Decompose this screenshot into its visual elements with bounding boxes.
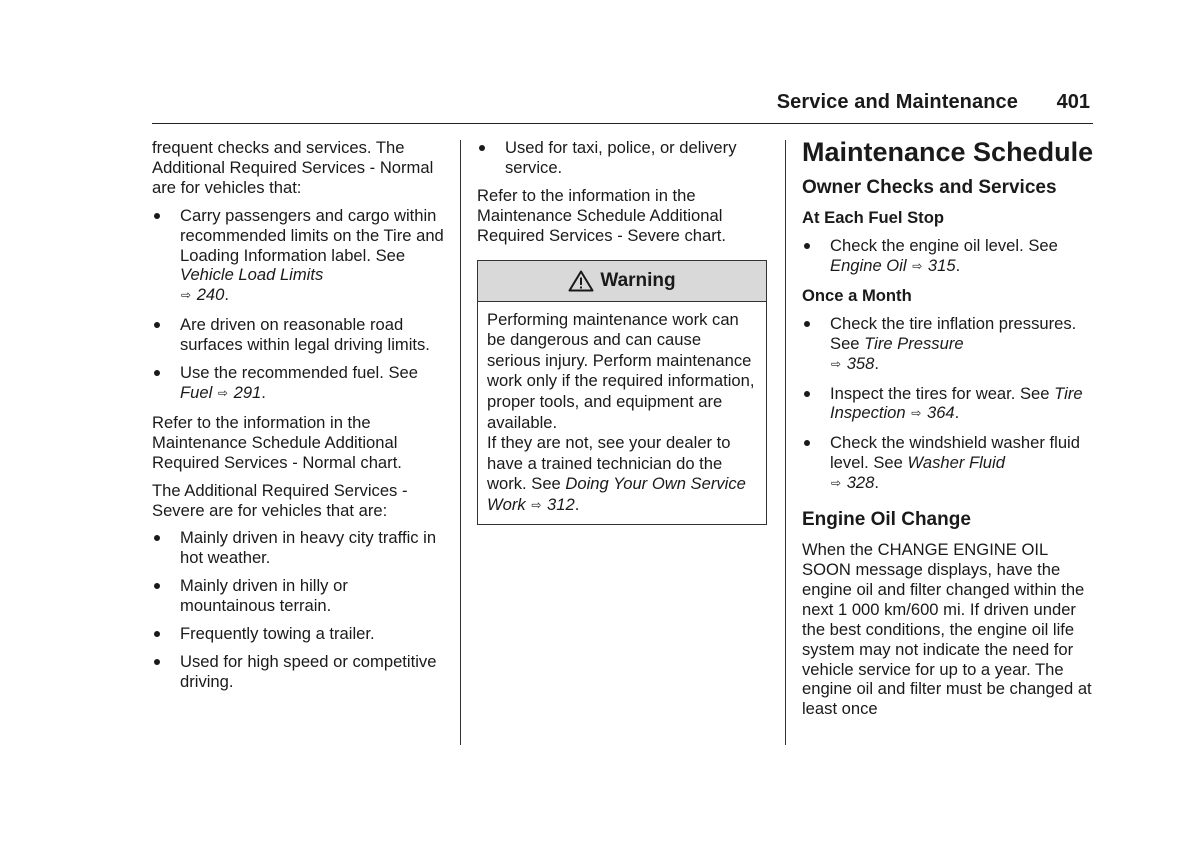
list-item: Check the tire inflation pressures. See Tire Pressure ⇨ 358.	[802, 314, 1094, 376]
ref-page: 315	[927, 255, 956, 275]
paragraph: frequent checks and services. The Additional Required Services - Normal are for vehicles that:	[152, 138, 434, 197]
warning-box	[477, 260, 767, 526]
list-item: Check the windshield washer fluid level. See Washer Fluid ⇨ 328.	[802, 433, 1094, 495]
column-divider	[785, 140, 786, 745]
page-header	[152, 88, 1092, 122]
ref-page: 364	[926, 403, 955, 423]
ref-page: 312	[547, 494, 575, 514]
subsection-heading: At Each Fuel Stop	[802, 208, 944, 227]
list-item: Inspect the tires for wear. See Tire Inspection ⇨ 364.	[802, 384, 1094, 426]
monthly-list	[802, 314, 1094, 495]
warning-body	[478, 302, 766, 525]
page-number: 401	[1056, 91, 1090, 113]
item-text: Use the recommended fuel. See	[180, 363, 418, 383]
item-text: Are driven on reasonable road surfaces within legal driving limits.	[180, 315, 430, 355]
list-item: Used for taxi, police, or delivery service.	[477, 138, 769, 178]
item-text: Inspect the tires for wear. See	[830, 383, 1055, 403]
cross-reference[interactable]	[830, 256, 956, 275]
normal-list	[152, 206, 444, 405]
paragraph: Refer to the information in the Maintenance Schedule Additional Required Services - Severe chart.	[477, 185, 727, 245]
fuel-stop-list	[802, 236, 1094, 278]
list-item: Carry passengers and cargo within recommended limits on the Tire and Loading Information label. See Vehicle Load Limits ⇨ 240.	[152, 206, 444, 308]
cross-reference[interactable]	[180, 265, 323, 304]
severe-list-cont	[477, 138, 769, 178]
paragraph: The Additional Required Services - Severe are for vehicles that are:	[152, 480, 408, 520]
list-item: Mainly driven in heavy city traffic in hot weather.	[152, 528, 444, 568]
ref-title: Engine Oil	[830, 255, 907, 275]
column-divider	[460, 140, 461, 745]
arrow-icon: ⇨	[217, 385, 228, 400]
item-text: Check the engine oil level. See	[830, 236, 1058, 255]
ref-title: Vehicle Load Limits	[180, 265, 324, 285]
item-text: Carry passengers and cargo within recommended limits on the Tire and Loading Information label. See	[180, 205, 444, 265]
warning-title: Warning	[600, 269, 676, 291]
warning-text: If they are not, see your dealer to have a trained technician do the work. See Doing Your Own Service Work ⇨ 312.	[487, 433, 746, 514]
ref-page: 328	[846, 473, 875, 493]
list-item: Check the engine oil level. See Engine Oil ⇨ 315.	[802, 236, 1094, 278]
item-text: Check the windshield washer fluid level. See	[830, 433, 1080, 473]
warning-triangle-icon	[568, 270, 594, 292]
ref-page: 291	[233, 382, 262, 402]
column-1	[152, 138, 444, 700]
list-item: Used for high speed or competitive driving.	[152, 652, 444, 692]
column-2	[477, 138, 769, 525]
arrow-icon: ⇨	[531, 497, 542, 512]
arrow-icon: ⇨	[911, 406, 922, 421]
header-rule	[152, 123, 1093, 124]
ref-title: Doing Your Own Service Work	[487, 474, 746, 514]
arrow-icon: ⇨	[181, 288, 192, 303]
ref-title: Tire Inspection	[830, 383, 1083, 423]
subsection-heading: Once a Month	[802, 285, 912, 305]
ref-page: 240	[196, 285, 225, 305]
section-heading: Engine Oil Change	[802, 509, 971, 531]
section-heading: Owner Checks and Services	[802, 177, 1057, 198]
cross-reference[interactable]	[180, 383, 261, 402]
item-text: Check the tire inflation pressures. See	[830, 313, 1077, 353]
arrow-icon: ⇨	[912, 258, 923, 273]
arrow-icon: ⇨	[831, 356, 842, 371]
warning-header	[478, 261, 766, 302]
ref-page: 358	[846, 353, 875, 373]
ref-title: Washer Fluid	[907, 453, 1005, 473]
column-3	[802, 138, 1094, 727]
ref-title: Tire Pressure	[864, 333, 964, 353]
arrow-icon: ⇨	[831, 476, 842, 491]
section-title: Service and Maintenance	[776, 91, 1018, 113]
list-item: Use the recommended fuel. See Fuel ⇨ 291.	[152, 363, 444, 405]
list-item	[152, 315, 444, 355]
warning-text-part: If they are not, see your dealer to have a trained technician do the work. See	[487, 433, 731, 494]
paragraph: Refer to the information in the Maintenance Schedule Additional Required Services - Normal chart.	[152, 412, 402, 472]
list-item: Mainly driven in hilly or mountainous terrain.	[152, 576, 444, 616]
ref-title: Fuel	[180, 382, 213, 402]
warning-text: Performing maintenance work can be dangerous and can cause serious injury. Perform maintenance work only if the required information, proper tools, and equipment are available.	[487, 309, 755, 432]
severe-list	[152, 528, 444, 691]
list-item: Frequently towing a trailer.	[152, 624, 444, 644]
page-title: Maintenance Schedule	[802, 137, 1094, 167]
paragraph: When the CHANGE ENGINE OIL SOON message displays, have the engine oil and filter changed within the next 1 000 km/600 mi. If driven under the best conditions, the engine oil life system may not indicate the need for vehicle service for up to a year. The engine oil and filter must be changed at least once	[802, 540, 1092, 719]
